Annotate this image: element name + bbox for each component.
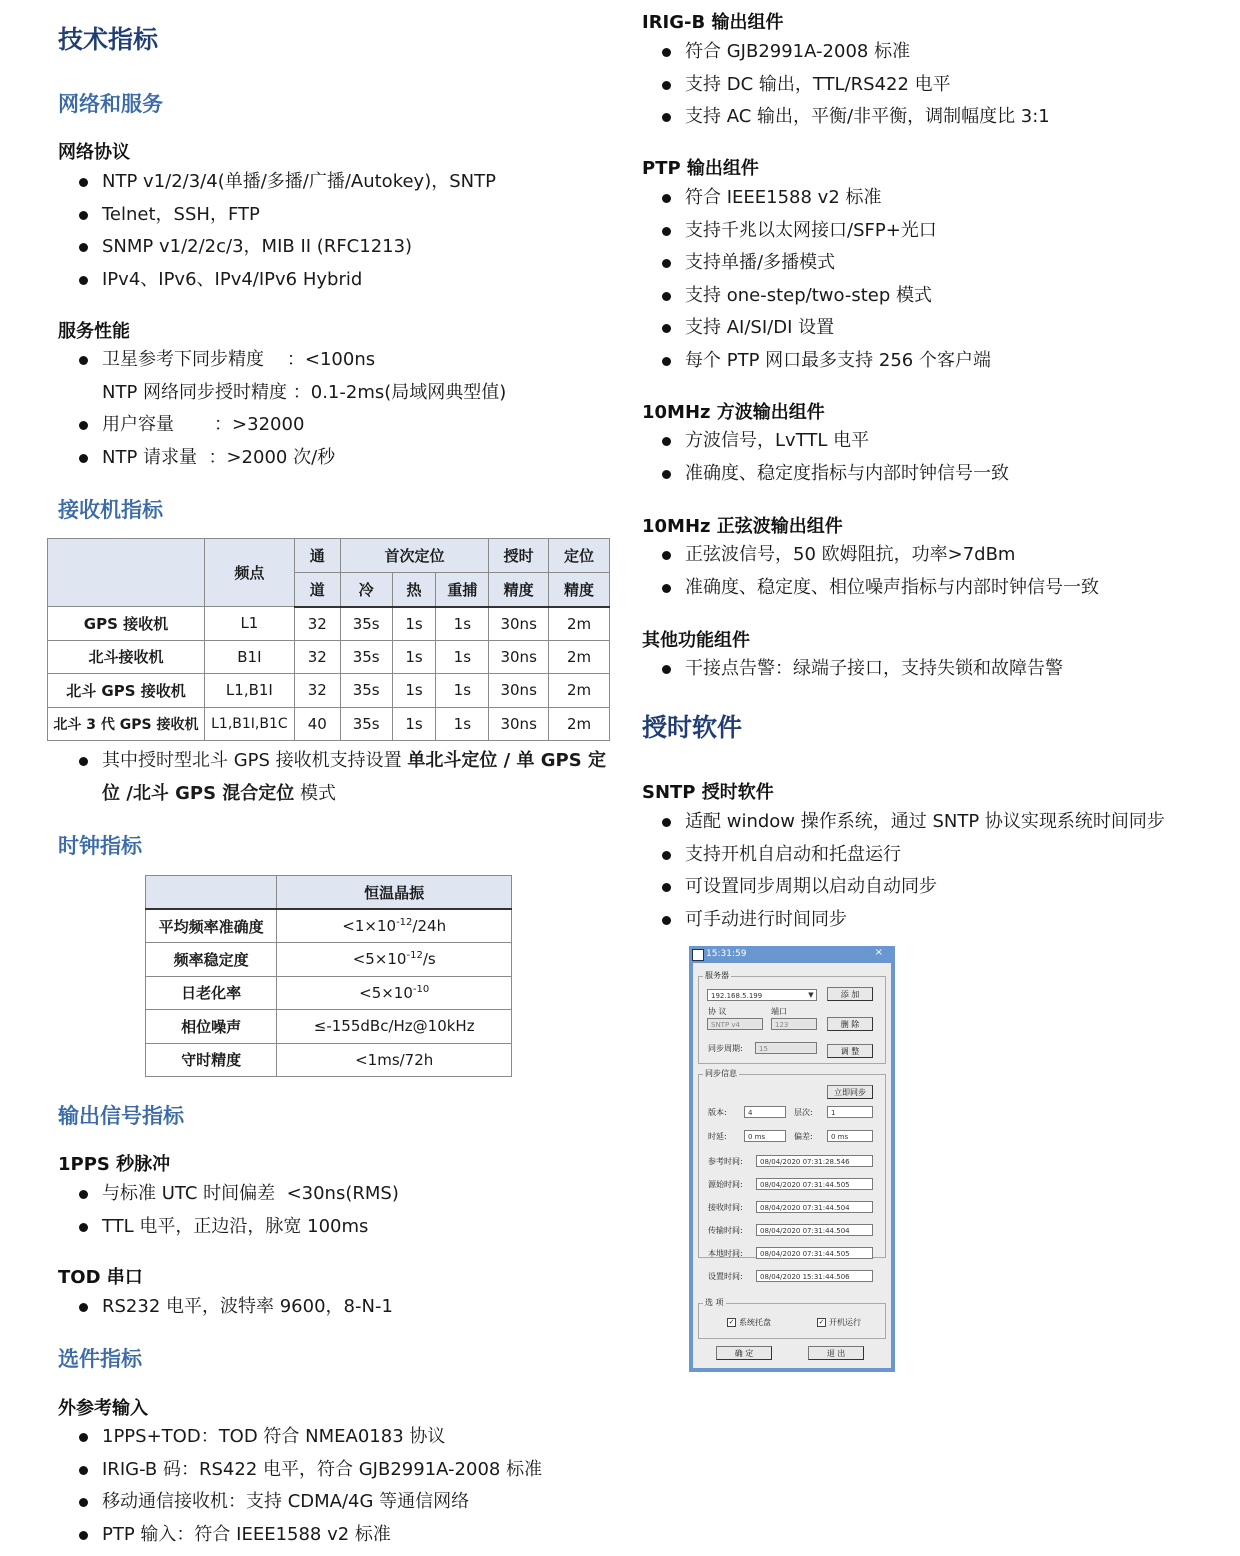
receiver-freq: L1,B1I,B1C <box>204 707 294 741</box>
note-suffix: 模式 <box>300 782 337 804</box>
list-item: 适配 window 操作系统，通过 SNTP 协议实现系统时间同步 <box>642 806 1165 839</box>
receive-time-field[interactable]: 08/04/2020 07:31:44.504 <box>756 1201 873 1213</box>
table-header-blank <box>146 876 277 910</box>
receiver-hot: 1s <box>392 707 436 741</box>
receiver-recapture: 1s <box>436 640 489 674</box>
ptp-list <box>642 182 991 377</box>
table-header-timing-1: 授时 <box>489 539 549 573</box>
list-item: 符合 GJB2991A-2008 标准 <box>642 36 1050 69</box>
clock-name: 平均频率准确度 <box>146 909 277 943</box>
receiver-recapture: 1s <box>436 607 489 641</box>
receiver-recapture: 1s <box>436 707 489 741</box>
protocol-field[interactable]: SNTP v4 <box>707 1018 763 1030</box>
receiver-cold: 35s <box>340 640 392 674</box>
options-group-label: 选 项 <box>705 1298 724 1307</box>
list-item: IRIG-B 码：RS422 电平，符合 GJB2991A-2008 标准 <box>58 1454 542 1487</box>
receiver-timing: 30ns <box>489 707 549 741</box>
software-heading: 授时软件 <box>642 713 743 742</box>
table-header-first-fix: 首次定位 <box>340 539 489 573</box>
receiver-timing: 30ns <box>489 674 549 708</box>
origin-time-label: 源始时间: <box>708 1180 743 1189</box>
list-item: 支持开机自启动和托盘运行 <box>642 839 1165 872</box>
list-item: 卫星参考下同步精度 ：<100ns <box>58 344 506 377</box>
receiver-channels: 32 <box>294 640 340 674</box>
receiver-note <box>58 745 614 810</box>
set-time-label: 设置时间: <box>708 1272 743 1281</box>
delay-label: 时延: <box>708 1132 727 1141</box>
page-title: 技术指标 <box>58 25 159 54</box>
perf-list <box>58 344 506 474</box>
clock-table <box>145 875 512 1077</box>
table-header-recapture: 重捕 <box>436 573 489 607</box>
app-icon <box>692 949 704 961</box>
version-field[interactable]: 4 <box>744 1106 786 1118</box>
sntp-list <box>642 806 1165 936</box>
table-row <box>48 640 610 674</box>
tod-list <box>58 1291 393 1324</box>
network-heading: 网络和服务 <box>58 92 163 116</box>
delay-field[interactable]: 0 ms <box>744 1130 786 1142</box>
note-bold: 单北斗定位 / 单 GPS 定位 /北斗 GPS 混合定位 <box>102 750 606 804</box>
ext-ref-list <box>58 1421 542 1551</box>
port-label: 端口 <box>771 1007 787 1016</box>
exit-button[interactable]: 退 出 <box>808 1346 864 1360</box>
receiver-position: 2m <box>549 640 610 674</box>
receiver-freq: L1,B1I <box>204 674 294 708</box>
check-icon: ✓ <box>728 1318 735 1326</box>
clock-value: $<5\times 10^{-12}/s$ <box>277 943 512 977</box>
offset-field[interactable]: 0 ms <box>827 1130 873 1142</box>
receiver-position: 2m <box>549 674 610 708</box>
list-item: 每个 PTP 网口最多支持 256 个客户端 <box>642 345 991 378</box>
irig-heading: IRIG-B 输出组件 <box>642 12 784 33</box>
receiver-hot: 1s <box>392 674 436 708</box>
receiver-hot: 1s <box>392 607 436 641</box>
bullet-icon <box>79 757 88 766</box>
list-item: Telnet，SSH，FTP <box>58 199 496 232</box>
stratum-label: 层次: <box>794 1108 813 1117</box>
check-icon: ✓ <box>818 1318 825 1326</box>
server-select[interactable]: 192.168.5.199 ▼ <box>707 989 817 1001</box>
receiver-position: 2m <box>549 707 610 741</box>
receiver-name: GPS 接收机 <box>48 607 205 641</box>
list-item: RS232 电平，波特率 9600，8-N-1 <box>58 1291 393 1324</box>
receiver-channels: 40 <box>294 707 340 741</box>
receiver-heading: 接收机指标 <box>58 498 163 522</box>
list-item: NTP v1/2/3/4(单播/多播/广播/Autokey)，SNTP <box>58 166 496 199</box>
receiver-cold: 35s <box>340 674 392 708</box>
table-row <box>146 943 512 977</box>
list-item: 正弦波信号，50 欧姆阻抗，功率>7dBm <box>642 539 1099 572</box>
protocol-label: 协 议 <box>708 1007 727 1016</box>
options-heading: 选件指标 <box>58 1347 142 1371</box>
list-item: 1PPS+TOD：TOD 符合 NMEA0183 协议 <box>58 1421 542 1454</box>
receiver-name: 北斗 3 代 GPS 接收机 <box>48 707 205 741</box>
table-header-channel-2: 道 <box>294 573 340 607</box>
receiver-name: 北斗 GPS 接收机 <box>48 674 205 708</box>
list-item: 干接点告警：绿端子接口，支持失锁和故障告警 <box>642 653 1063 686</box>
receiver-freq: B1I <box>204 640 294 674</box>
port-field[interactable]: 123 <box>771 1018 817 1030</box>
pps-list <box>58 1178 399 1243</box>
list-item: 用户容量 ：>32000 <box>58 409 506 442</box>
clock-value: $<5\times 10^{-10}$ <box>277 976 512 1010</box>
other-list <box>642 653 1063 686</box>
other-heading: 其他功能组件 <box>642 630 750 651</box>
output-heading: 输出信号指标 <box>58 1104 184 1128</box>
sntp-dialog <box>689 946 895 1372</box>
delete-button[interactable]: 删 除 <box>827 1017 873 1031</box>
list-item: IPv4、IPv6、IPv4/IPv6 Hybrid <box>58 264 496 297</box>
clock-name: 频率稳定度 <box>146 943 277 977</box>
list-item: SNMP v1/2/2c/3，MIB II (RFC1213) <box>58 231 496 264</box>
dialog-titlebar <box>689 946 895 962</box>
perf-heading: 服务性能 <box>58 321 130 342</box>
receiver-name: 北斗接收机 <box>48 640 205 674</box>
ok-button[interactable]: 确 定 <box>716 1346 772 1360</box>
dialog-title: 15:31:59 <box>706 949 747 959</box>
clock-value: <1ms/72h <box>277 1043 512 1077</box>
protocol-list <box>58 166 496 296</box>
chevron-down-icon: ▼ <box>808 991 814 999</box>
sync-group-label: 同步信息 <box>705 1069 737 1078</box>
clock-value: ≤-155dBc/Hz@10kHz <box>277 1010 512 1044</box>
tray-checkbox[interactable]: ✓ 系统托盘 <box>728 1318 771 1327</box>
receiver-table <box>47 538 610 741</box>
list-item: 准确度、稳定度、相位噪声指标与内部时钟信号一致 <box>642 572 1099 605</box>
close-icon[interactable]: × <box>874 947 883 958</box>
ptp-heading: PTP 输出组件 <box>642 158 759 179</box>
clock-value: $<1\times 10^{-12}/24h$ <box>277 909 512 943</box>
list-item: 准确度、稳定度指标与内部时钟信号一致 <box>642 458 1009 491</box>
table-row <box>48 707 610 741</box>
sync-now-button[interactable]: 立即同步 <box>827 1085 873 1099</box>
list-item: 方波信号，LvTTL 电平 <box>642 425 1009 458</box>
transmit-time-label: 传输时间: <box>708 1226 743 1235</box>
receiver-hot: 1s <box>392 640 436 674</box>
table-row <box>146 1043 512 1077</box>
dialog-body <box>693 963 891 1368</box>
list-item: TTL 电平，正边沿，脉宽 100ms <box>58 1211 399 1244</box>
list-item: 符合 IEEE1588 v2 标准 <box>642 182 991 215</box>
square-list <box>642 425 1009 490</box>
list-item: 支持 AC 输出，平衡/非平衡，调制幅度比 3:1 <box>642 101 1050 134</box>
sntp-heading: SNTP 授时软件 <box>642 782 774 803</box>
list-item: PTP 输入：符合 IEEE1588 v2 标准 <box>58 1519 542 1552</box>
ref-time-field[interactable]: 08/04/2020 07:31:28.546 <box>756 1155 873 1167</box>
list-item: 与标准 UTC 时间偏差 <30ns(RMS) <box>58 1178 399 1211</box>
list-item: 移动通信接收机：支持 CDMA/4G 等通信网络 <box>58 1486 542 1519</box>
server-group-label: 服务器 <box>705 971 729 980</box>
pps-heading: 1PPS 秒脉冲 <box>58 1154 171 1175</box>
note-prefix: 其中授时型北斗 GPS 接收机支持设置 <box>102 750 402 771</box>
clock-name: 日老化率 <box>146 976 277 1010</box>
period-label: 同步周期: <box>708 1044 743 1053</box>
clock-heading: 时钟指标 <box>58 834 142 858</box>
local-time-field[interactable]: 08/04/2020 07:31:44.505 <box>756 1247 873 1259</box>
set-time-field[interactable]: 08/04/2020 15:31:44.506 <box>756 1270 873 1282</box>
list-item: NTP 网络同步授时精度 ：0.1-2ms(局域网典型值) <box>102 381 507 403</box>
table-header-ocxo: 恒温晶振 <box>277 876 512 910</box>
table-row <box>146 909 512 943</box>
ref-time-label: 参考时间: <box>708 1157 743 1166</box>
local-time-label: 本地时间: <box>708 1249 743 1258</box>
sine-list <box>642 539 1099 604</box>
list-item: 支持 AI/SI/DI 设置 <box>642 312 991 345</box>
receiver-recapture: 1s <box>436 674 489 708</box>
table-header-hot: 热 <box>392 573 436 607</box>
list-item: 支持单播/多播模式 <box>642 247 991 280</box>
table-header-cold: 冷 <box>340 573 392 607</box>
adjust-button[interactable]: 调 整 <box>827 1044 873 1058</box>
list-item: 可手动进行时间同步 <box>642 904 1165 937</box>
receiver-timing: 30ns <box>489 607 549 641</box>
version-label: 版本: <box>708 1108 727 1117</box>
table-header-blank <box>48 539 205 607</box>
clock-name: 相位噪声 <box>146 1010 277 1044</box>
sine-heading: 10MHz 正弦波输出组件 <box>642 516 843 537</box>
receiver-cold: 35s <box>340 607 392 641</box>
list-item: 支持 one-step/two-step 模式 <box>642 280 991 313</box>
table-row <box>48 607 610 641</box>
receiver-channels: 32 <box>294 674 340 708</box>
protocol-heading: 网络协议 <box>58 142 130 163</box>
receiver-freq: L1 <box>204 607 294 641</box>
list-item: 可设置同步周期以启动自动同步 <box>642 871 1165 904</box>
stratum-field[interactable]: 1 <box>827 1106 873 1118</box>
table-row <box>48 674 610 708</box>
table-header-channel-1: 通 <box>294 539 340 573</box>
square-heading: 10MHz 方波输出组件 <box>642 402 825 423</box>
irig-list <box>642 36 1050 134</box>
origin-time-field[interactable]: 08/04/2020 07:31:44.505 <box>756 1178 873 1190</box>
table-header-freq: 频点 <box>204 539 294 607</box>
list-item: 支持千兆以太网接口/SFP+光口 <box>642 215 991 248</box>
period-field[interactable]: 15 <box>755 1042 817 1054</box>
startup-checkbox[interactable]: ✓ 开机运行 <box>818 1318 861 1327</box>
receiver-position: 2m <box>549 607 610 641</box>
table-header-timing-2: 精度 <box>489 573 549 607</box>
clock-name: 守时精度 <box>146 1043 277 1077</box>
table-header-position-1: 定位 <box>549 539 610 573</box>
tod-heading: TOD 串口 <box>58 1267 143 1288</box>
transmit-time-field[interactable]: 08/04/2020 07:31:44.504 <box>756 1224 873 1236</box>
receiver-channels: 32 <box>294 607 340 641</box>
table-header-position-2: 精度 <box>549 573 610 607</box>
add-button[interactable]: 添 加 <box>827 987 873 1001</box>
receiver-timing: 30ns <box>489 640 549 674</box>
receive-time-label: 接收时间: <box>708 1203 743 1212</box>
receiver-cold: 35s <box>340 707 392 741</box>
ext-ref-heading: 外参考输入 <box>58 1398 148 1419</box>
table-row <box>146 1010 512 1044</box>
list-item: 支持 DC 输出，TTL/RS422 电平 <box>642 69 1050 102</box>
offset-label: 偏差: <box>794 1132 813 1141</box>
table-row <box>146 976 512 1010</box>
list-item: NTP 请求量 ：>2000 次/秒 <box>58 442 506 475</box>
